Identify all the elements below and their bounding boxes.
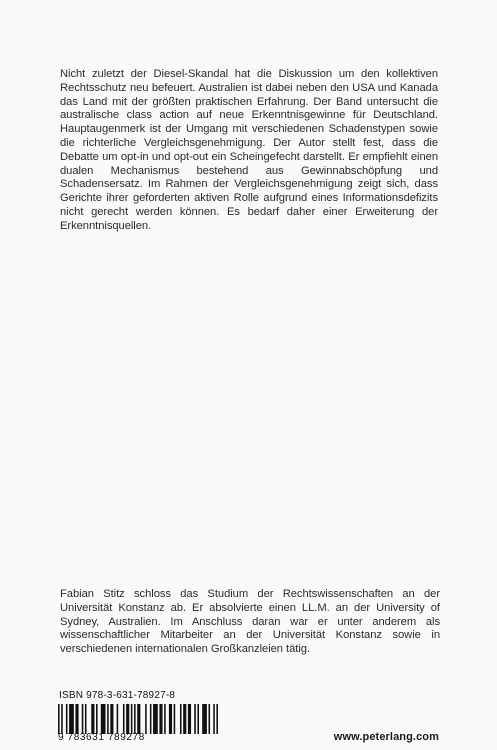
barcode-icon	[58, 704, 218, 734]
barcode-digits: 9 783631 789278	[58, 732, 145, 743]
book-description: Nicht zuletzt der Diesel-Skandal hat die Diskussion um den kollektiven Rechtsschutz neu befeuert. Australien ist dabei neben den USA und Kanada das Land mit der größten praktischen Erfahrung. Der Band untersucht die australische class action auf neue Erkenntnisgewinne für Deutschland. Hauptaugenmerk ist der Umgang mit verschiedenen Schadenstypen sowie die richterliche Vergleichsgenehmigung. Der Autor stellt fest, dass die Debatte um opt-in und opt-out ein Scheingefecht darstellt. Er empfiehlt einen dualen Mechanismus bestehend aus Gewinnabschöpfung und Schadensersatz. Im Rahmen der Vergleichsgenehmigung zeigt sich, dass Gerichte ihrer geforderten aktiven Rolle aufgrund eines Informationsdefizits nicht gerecht werden können. Es bedarf daher einer Erweiterung der Erkenntnisquellen.	[60, 68, 438, 232]
isbn-barcode-block	[58, 690, 218, 743]
isbn-label: ISBN 978-3-631-78927-8	[59, 690, 176, 701]
publisher-website: www.peterlang.com	[333, 731, 439, 743]
author-biography: Fabian Stitz schloss das Studium der Rechtswissenschaften an der Universität Konstanz ab. Er absolvierte einen LL.M. an der University of Sydney, Australien. Im Anschluss daran war er unter anderem als wissenschaftlicher Mitarbeiter an der Universität Konstanz sowie in verschiedenen internationalen Großkanzleien tätig.	[60, 588, 440, 656]
